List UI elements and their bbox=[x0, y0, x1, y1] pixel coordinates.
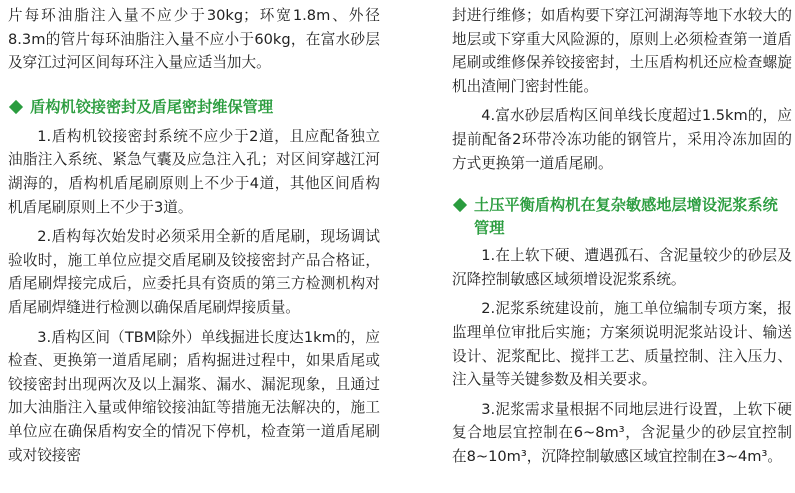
right-column bbox=[452, 0, 792, 469]
left-paragraph-1: 1.盾构机铰接密封系统不应少于2道，且应配备独立油脂注入系统、紧急气囊及应急注入孔；对区间穿越江河湖海的，盾构机盾尾刷原则上不少于4道，其他区间盾构机盾尾刷原则上不少于3道。 bbox=[8, 127, 380, 216]
right-paragraph-1: 1.在上软下硬、遭遇孤石、含泥量较少的砂层及沉降控制敏感区域须增设泥浆系统。 bbox=[452, 247, 792, 288]
green-diamond-icon bbox=[453, 198, 467, 212]
left-paragraph-2: 2.盾构每次始发时必须采用全新的盾尾刷，现场调试验收时，施工单位应提交盾尾刷及铰接密封产品合格证，盾尾刷焊接完成后，应委托具有资质的第三方检测机构对盾尾刷焊缝进行检测以确保盾尾刷焊接质量。 bbox=[8, 228, 380, 316]
left-column bbox=[8, 0, 380, 467]
right-paragraph-4: 4.富水砂层盾构区间单线长度超过1.5km的，应提前配备2环带冷冻功能的钢管片，采用冷冻加固的方式更换第一道盾尾刷。 bbox=[452, 107, 792, 172]
green-diamond-icon bbox=[9, 100, 23, 114]
right-lead-paragraph: 封进行维修；如盾构要下穿江河湖海等地下水较大的地层或下穿重大风险源的，原则上必须检查第一道盾尾刷或维修保养铰接密封，土压盾构机还应检查螺旋机出渣闸门密封性能。 bbox=[452, 7, 792, 95]
left-section-heading bbox=[8, 96, 380, 119]
right-paragraph-3: 3.泥浆需求量根据不同地层进行设置，上软下硬复合地层宜控制在6~8m³，含泥量少的砂层宜控制在8~10m³，沉降控制敏感区域宜控制在3~4m³。 bbox=[452, 400, 792, 465]
right-paragraph-2: 2.泥浆系统建设前，施工单位编制专项方案，报监理单位审批后实施；方案须说明泥浆站设计、输送设计、泥浆配比、搅拌工艺、质量控制、注入压力、注入量等关键参数及相关要求。 bbox=[452, 300, 792, 389]
right-heading-text: 土压平衡盾构机在复杂敏感地层增设泥浆系统管理 bbox=[474, 196, 778, 238]
left-heading-text: 盾构机铰接密封及盾尾密封维保管理 bbox=[30, 97, 273, 116]
left-paragraph-3: 3.盾构区间（TBM除外）单线掘进长度达1km的，应检查、更换第一道盾尾刷；盾构掘进过程中，如果盾尾或铰接密封出现两次及以上漏浆、漏水、漏泥现象，且通过加大油脂注入量或伸缩铰接油缸等措施无法解决的，施工单位应在确保盾构安全的情况下停机，检查第一道盾尾刷或对铰接密 bbox=[8, 328, 380, 464]
right-section-heading bbox=[452, 194, 792, 240]
left-lead-paragraph: 片每环油脂注入量不应少于30kg；环宽1.8m、外径8.3m的管片每环油脂注入量不应小于60kg，在富水砂层及穿江过河区间每环注入量应适当加大。 bbox=[8, 7, 380, 72]
